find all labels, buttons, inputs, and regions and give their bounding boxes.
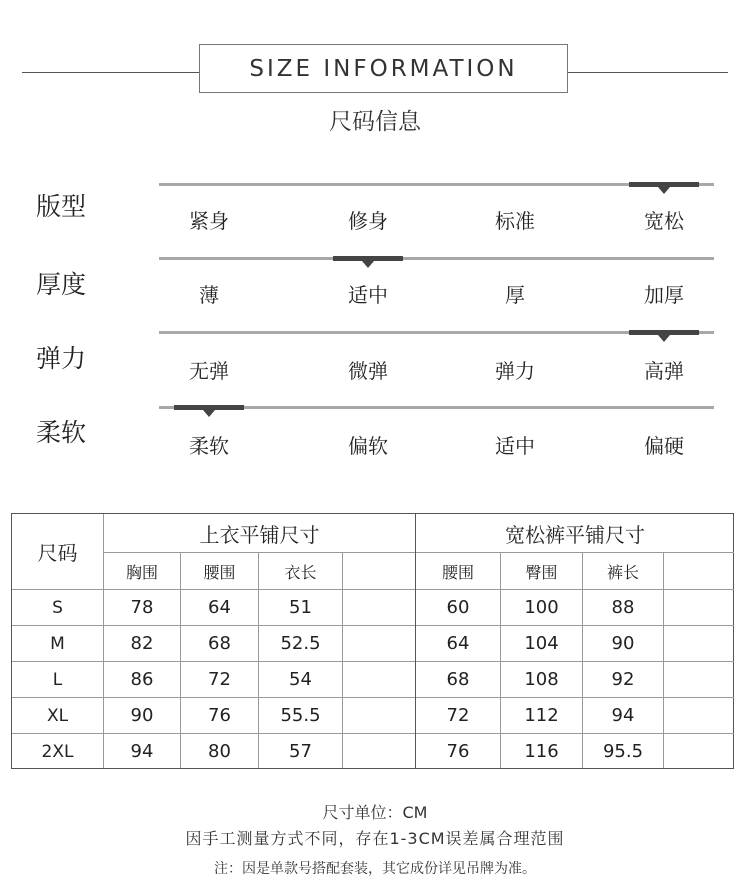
tolerance-note: 因手工测量方式不同，存在1-3CM误差属合理范围 bbox=[185, 829, 565, 848]
attribute-option: 适中 bbox=[495, 434, 535, 458]
header-line-left bbox=[22, 72, 199, 73]
attribute-label: 弹力 bbox=[36, 344, 87, 373]
table-cell: 64 bbox=[208, 597, 231, 618]
table-cell: 52.5 bbox=[280, 633, 321, 654]
attribute-label: 版型 bbox=[36, 192, 87, 221]
table-cell: 72 bbox=[208, 669, 231, 690]
size-cell: L bbox=[52, 669, 63, 690]
table-cell: 64 bbox=[446, 633, 470, 654]
size-cell: M bbox=[50, 633, 65, 654]
table-cell: 82 bbox=[130, 633, 154, 654]
table-cell: 108 bbox=[524, 669, 559, 690]
table-cell: 90 bbox=[130, 705, 154, 726]
table-cell: 76 bbox=[446, 741, 470, 762]
table-cell: 100 bbox=[524, 597, 559, 618]
table-cell: 94 bbox=[611, 705, 635, 726]
attribute-option: 厚 bbox=[505, 283, 525, 307]
column-header: 胸围 bbox=[125, 562, 158, 582]
table-cell: 112 bbox=[524, 705, 559, 726]
size-header: 尺码 bbox=[37, 541, 78, 565]
column-header: 衣长 bbox=[284, 562, 317, 582]
column-header: 腰围 bbox=[441, 562, 474, 582]
attribute-option: 标准 bbox=[495, 209, 535, 233]
table-cell: 55.5 bbox=[280, 705, 321, 726]
column-header: 臀围 bbox=[525, 562, 558, 582]
table-cell: 68 bbox=[208, 633, 231, 654]
attribute-option: 宽松 bbox=[644, 209, 684, 233]
table-cell: 104 bbox=[524, 633, 559, 654]
attribute-option: 加厚 bbox=[644, 283, 684, 307]
header-line-right bbox=[568, 72, 728, 73]
attribute-option: 修身 bbox=[348, 209, 388, 233]
attribute-option: 微弹 bbox=[348, 359, 388, 383]
table-cell: 72 bbox=[446, 705, 470, 726]
table-cell: 54 bbox=[289, 669, 312, 690]
remark-note: 注：因是单款号搭配套装，其它成份详见吊牌为准。 bbox=[214, 861, 536, 877]
attribute-scale-line bbox=[159, 257, 714, 260]
column-header: 裤长 bbox=[606, 562, 639, 582]
table-cell: 86 bbox=[130, 669, 154, 690]
table-cell: 76 bbox=[208, 705, 231, 726]
size-cell: S bbox=[52, 597, 63, 618]
attribute-option: 紧身 bbox=[189, 209, 229, 233]
attribute-label: 厚度 bbox=[36, 270, 87, 299]
table-cell: 92 bbox=[611, 669, 635, 690]
attribute-option: 无弹 bbox=[189, 359, 229, 383]
table-cell: 88 bbox=[611, 597, 635, 618]
attribute-option: 柔软 bbox=[189, 434, 229, 458]
attribute-option: 偏硬 bbox=[644, 434, 684, 458]
unit-note: 尺寸单位：CM bbox=[322, 803, 428, 822]
table-cell: 116 bbox=[524, 741, 559, 762]
attribute-label: 柔软 bbox=[36, 418, 87, 447]
table-cell: 57 bbox=[289, 741, 312, 762]
size-cell: 2XL bbox=[41, 741, 74, 762]
attribute-option: 适中 bbox=[348, 283, 388, 307]
table-cell: 94 bbox=[130, 741, 154, 762]
attribute-option: 薄 bbox=[199, 283, 219, 307]
table-cell: 90 bbox=[611, 633, 635, 654]
column-header bbox=[664, 553, 734, 589]
size-table bbox=[11, 513, 734, 769]
attribute-option: 弹力 bbox=[495, 359, 535, 383]
selected-marker-icon bbox=[333, 256, 403, 261]
table-cell: 68 bbox=[446, 669, 470, 690]
header-subtitle: 尺码信息 bbox=[329, 109, 421, 135]
attribute-option: 高弹 bbox=[644, 359, 684, 383]
table-cell: 78 bbox=[130, 597, 154, 618]
selected-marker-icon bbox=[629, 330, 699, 335]
size-cell: XL bbox=[46, 705, 69, 726]
column-header: 腰围 bbox=[203, 562, 236, 582]
pants-group-header: 宽松裤平铺尺寸 bbox=[505, 522, 645, 547]
column-header bbox=[343, 553, 415, 589]
attribute-option: 偏软 bbox=[348, 434, 388, 458]
table-cell: 95.5 bbox=[602, 741, 644, 762]
table-cell: 51 bbox=[289, 597, 312, 618]
header-title-box bbox=[199, 44, 568, 93]
selected-marker-icon bbox=[174, 405, 244, 410]
top-group-header: 上衣平铺尺寸 bbox=[199, 522, 320, 547]
selected-marker-icon bbox=[629, 182, 699, 187]
table-cell: 80 bbox=[208, 741, 231, 762]
header-title: SIZE INFORMATION bbox=[249, 55, 518, 82]
table-cell: 60 bbox=[446, 597, 470, 618]
